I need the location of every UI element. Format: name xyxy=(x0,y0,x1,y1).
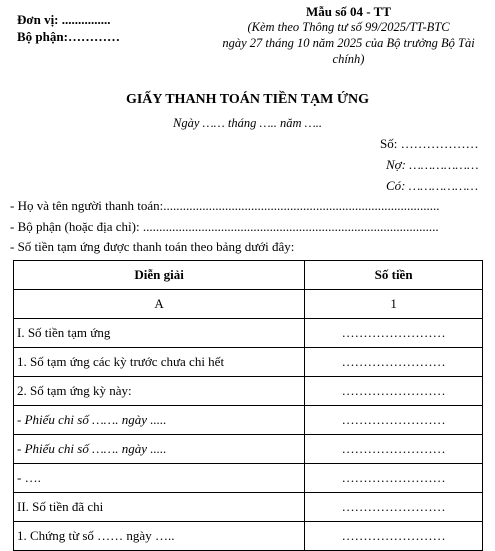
advance-settlement-table xyxy=(13,260,483,551)
table-row xyxy=(14,319,483,348)
form-ref-line-1: (Kèm theo Thông tư số 99/2025/TT-BTC xyxy=(247,20,450,34)
row-amount: …………………… xyxy=(305,464,483,493)
row-description: 2. Số tạm ứng kỳ này: xyxy=(14,377,305,406)
row-amount: …………………… xyxy=(305,493,483,522)
table-row xyxy=(14,377,483,406)
row-description: - Phiếu chi số ……. ngày ..... xyxy=(14,406,305,435)
row-amount: …………………… xyxy=(305,348,483,377)
unit-line: Đơn vị: ............... xyxy=(17,12,111,27)
row-description: - Phiếu chi số ……. ngày ..... xyxy=(14,435,305,464)
table-row xyxy=(14,406,483,435)
department-line: Bộ phận:………… xyxy=(17,29,120,44)
table-header-row xyxy=(14,261,483,290)
row-description: 1. Chứng từ số …… ngày ….. xyxy=(14,522,305,551)
row-description: - …. xyxy=(14,464,305,493)
row-description: I. Số tiền tạm ứng xyxy=(14,319,305,348)
form-reference-block xyxy=(200,4,495,67)
document-title: GIẤY THANH TOÁN TIỀN TẠM ỨNG xyxy=(125,92,370,107)
row-description: 1. Số tạm ứng các kỳ trước chưa chi hết xyxy=(14,348,305,377)
row-amount: …………………… xyxy=(305,406,483,435)
table-row xyxy=(14,435,483,464)
header-amount: Số tiền xyxy=(305,261,483,290)
number-line: Số: ……………… xyxy=(380,136,479,151)
credit-line: Có: ……………… xyxy=(386,178,479,193)
form-ref-line-2: ngày 27 tháng 10 năm 2025 của Bộ trưởng Bộ Tài xyxy=(222,36,475,50)
table-row xyxy=(14,290,483,319)
row-amount: …………………… xyxy=(305,377,483,406)
table-row xyxy=(14,493,483,522)
form-code: Mẫu số 04 - TT xyxy=(306,4,391,19)
row-description: II. Số tiền đã chi xyxy=(14,493,305,522)
row-amount: 1 xyxy=(305,290,483,319)
debit-line: Nợ: ……………… xyxy=(386,157,479,172)
row-amount: …………………… xyxy=(305,435,483,464)
form-ref-line-3: chính) xyxy=(332,52,365,66)
row-description: A xyxy=(14,290,305,319)
table-row xyxy=(14,522,483,551)
amount-intro-line: - Số tiền tạm ứng được thanh toán theo bảng dưới đây: xyxy=(10,239,295,254)
table-row xyxy=(14,348,483,377)
table-row xyxy=(14,464,483,493)
header-description: Diễn giải xyxy=(14,261,305,290)
row-amount: …………………… xyxy=(305,319,483,348)
row-amount: …………………… xyxy=(305,522,483,551)
dept-address-line: - Bộ phận (hoặc địa chỉ): ........................................................................................... xyxy=(10,219,439,234)
date-line: Ngày …… tháng ….. năm ….. xyxy=(173,116,322,130)
payer-name-line: - Họ và tên người thanh toán:..................................................................................... xyxy=(10,198,440,213)
